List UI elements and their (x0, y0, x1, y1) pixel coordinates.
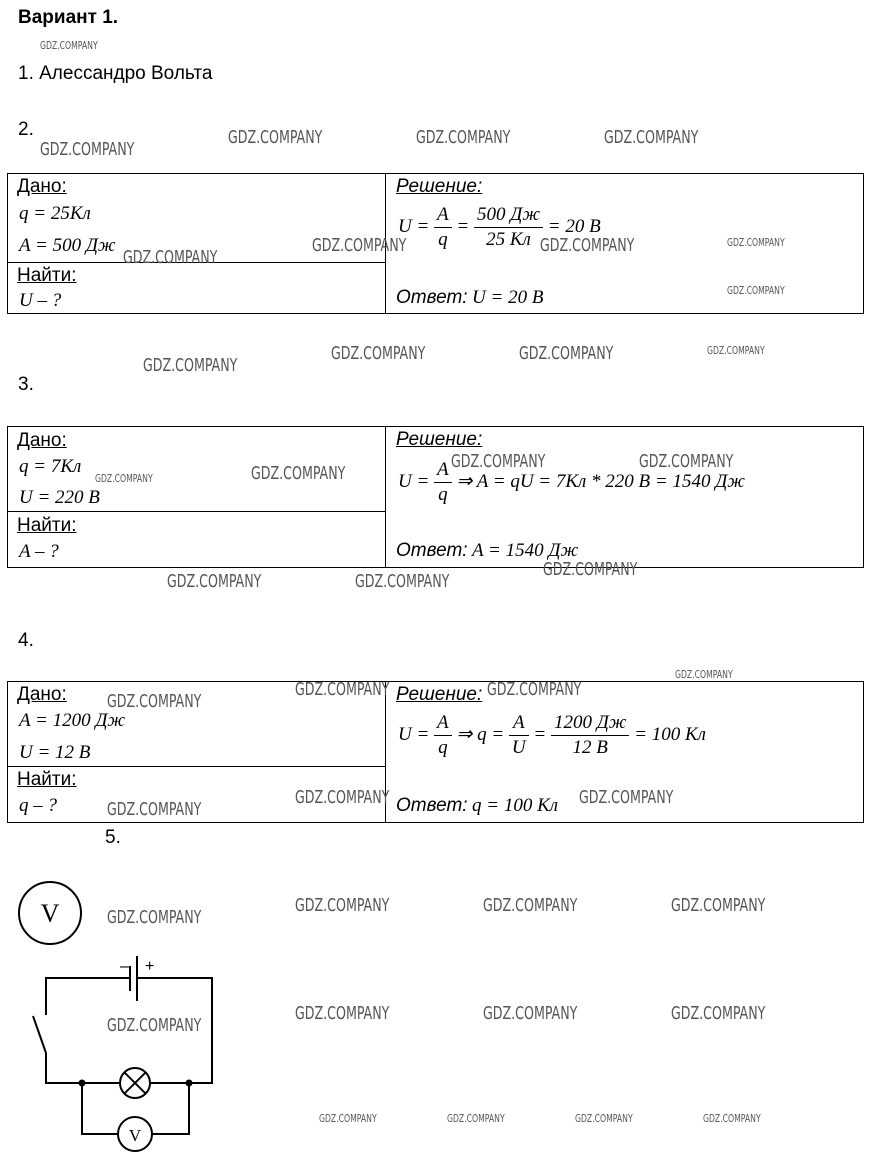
watermark: GDZ.COMPANY (447, 1112, 505, 1125)
find-value: q – ? (19, 795, 57, 816)
given-value: q = 7Кл (19, 456, 82, 477)
watermark: GDZ.COMPANY (519, 343, 614, 364)
given-value: A = 1200 Дж (19, 710, 126, 731)
watermark: GDZ.COMPANY (540, 235, 635, 256)
plus-sign: + (145, 958, 155, 975)
solution-formula: U = $\frac{A}{q}$ ⇒ q = $\frac{A}{U}$ = $\frac{1200 Дж}{12 В}$ = 100 Кл (398, 712, 706, 758)
circuit-wires (33, 978, 212, 1134)
watermark: GDZ.COMPANY (107, 907, 202, 928)
watermark: GDZ.COMPANY (671, 1003, 766, 1024)
given-value: U = 12 В (19, 742, 91, 763)
question-2-number: 2. (18, 119, 34, 140)
watermark: GDZ.COMPANY (312, 235, 407, 256)
watermark: GDZ.COMPANY (727, 284, 785, 297)
watermark: GDZ.COMPANY (295, 1003, 390, 1024)
watermark: GDZ.COMPANY (675, 668, 733, 681)
watermark: GDZ.COMPANY (604, 127, 699, 148)
watermark: GDZ.COMPANY (107, 691, 202, 712)
watermark: GDZ.COMPANY (487, 679, 582, 700)
watermark: GDZ.COMPANY (543, 559, 638, 580)
watermark: GDZ.COMPANY (703, 1112, 761, 1125)
watermark: GDZ.COMPANY (251, 463, 346, 484)
watermark: GDZ.COMPANY (107, 799, 202, 820)
watermark: GDZ.COMPANY (40, 39, 98, 52)
given-value: q = 25Кл (19, 203, 91, 224)
table-divider (7, 511, 386, 512)
page-title: Вариант 1. (18, 7, 119, 28)
watermark: GDZ.COMPANY (167, 571, 262, 592)
watermark: GDZ.COMPANY (295, 787, 390, 808)
given-value: U = 220 В (19, 487, 100, 508)
find-value: A – ? (19, 541, 59, 562)
watermark: GDZ.COMPANY (319, 1112, 377, 1125)
given-label: Дано: (17, 684, 67, 705)
solution-label: Решение: (396, 684, 483, 705)
answer-1: 1. Алессандро Вольта (18, 63, 213, 84)
answer-line: Ответ: q = 100 Кл (396, 795, 559, 816)
voltmeter-in-circuit-label: V (128, 1126, 142, 1145)
table-divider (385, 426, 386, 568)
watermark: GDZ.COMPANY (331, 343, 426, 364)
solution-formula: U = $\frac{A}{q}$ ⇒ A = qU = 7Кл * 220 В = 1540 Дж (398, 459, 745, 505)
watermark: GDZ.COMPANY (575, 1112, 633, 1125)
watermark: GDZ.COMPANY (579, 787, 674, 808)
find-label: Найти: (17, 265, 77, 286)
watermark: GDZ.COMPANY (295, 679, 390, 700)
watermark: GDZ.COMPANY (671, 895, 766, 916)
watermark: GDZ.COMPANY (451, 451, 546, 472)
watermark: GDZ.COMPANY (707, 344, 765, 357)
answer-line: Ответ: A = 1540 Дж (396, 540, 579, 561)
given-label: Дано: (17, 430, 67, 451)
given-label: Дано: (17, 176, 67, 197)
watermark: GDZ.COMPANY (123, 247, 218, 268)
watermark: GDZ.COMPANY (40, 139, 135, 160)
watermark: GDZ.COMPANY (639, 451, 734, 472)
watermark: GDZ.COMPANY (143, 355, 238, 376)
voltmeter-label: V (40, 899, 60, 928)
question-4-number: 4. (18, 630, 34, 651)
find-label: Найти: (17, 515, 77, 536)
find-label: Найти: (17, 769, 77, 790)
watermark: GDZ.COMPANY (483, 895, 578, 916)
given-value: A = 500 Дж (19, 235, 116, 256)
watermark: GDZ.COMPANY (107, 1015, 202, 1036)
watermark: GDZ.COMPANY (727, 236, 785, 249)
question-3-number: 3. (18, 374, 34, 395)
find-value: U – ? (19, 290, 62, 311)
watermark: GDZ.COMPANY (416, 127, 511, 148)
junction-dot (79, 1080, 86, 1087)
watermark: GDZ.COMPANY (295, 895, 390, 916)
watermark: GDZ.COMPANY (228, 127, 323, 148)
solution-label: Решение: (396, 429, 483, 450)
minus-sign: – (120, 958, 129, 975)
watermark: GDZ.COMPANY (355, 571, 450, 592)
solution-label: Решение: (396, 176, 483, 197)
table-divider (7, 766, 386, 767)
watermark: GDZ.COMPANY (483, 1003, 578, 1024)
junction-dot (186, 1080, 193, 1087)
answer-line: Ответ: U = 20 В (396, 287, 544, 308)
question-5-number: 5. (105, 827, 121, 848)
solution-formula: U = $\frac{A}{q}$ = $\frac{500 Дж}{25 Кл}$ = 20 В (398, 204, 601, 250)
watermark: GDZ.COMPANY (95, 472, 153, 485)
